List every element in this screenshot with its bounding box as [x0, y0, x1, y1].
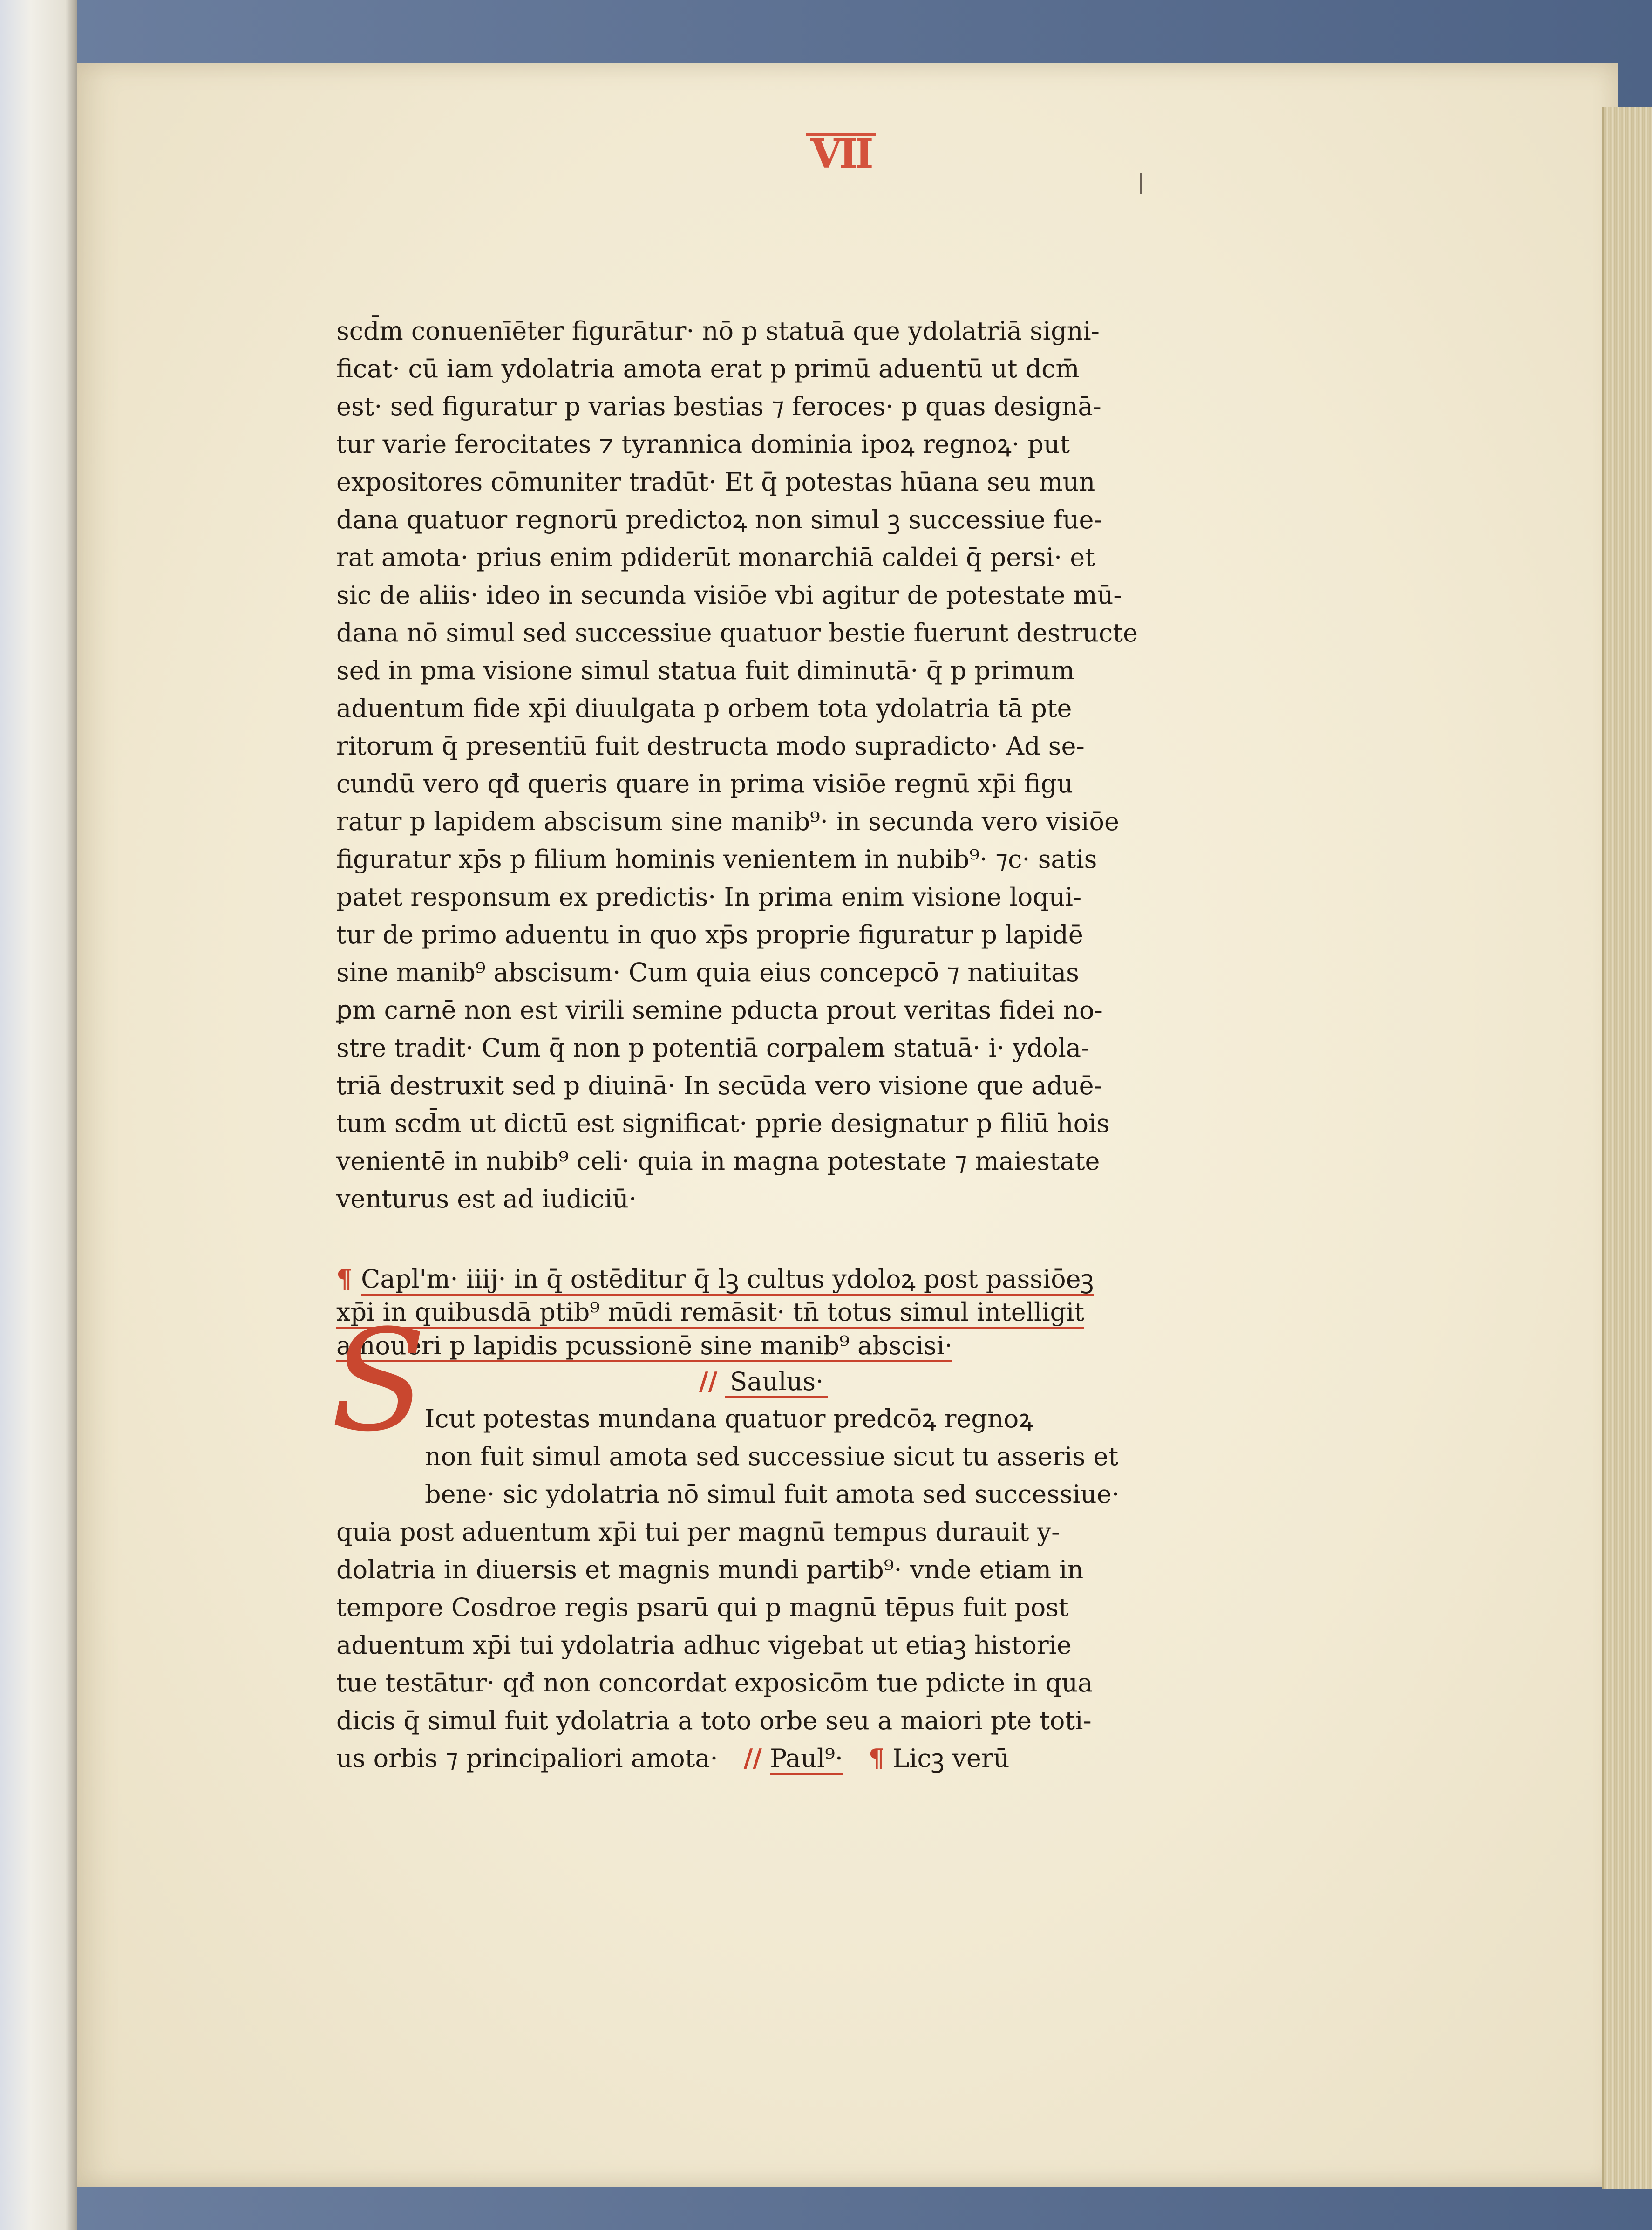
- chapter-line-text: amoueri p lapidis pcussionē sine manib⁹ abscisi·: [336, 1331, 952, 1362]
- text-line: non fuit simul amota sed successiue sicut tu asseris et: [425, 1442, 1119, 1471]
- text-line: ꝑm carnē non est virili semine pducta prout veritas fidei no-: [336, 996, 1103, 1025]
- text-line: aduentum fide xp̄i diuulgata p orbem tota ydolatria tā pte: [336, 694, 1072, 723]
- chapter-line: [336, 1296, 1191, 1329]
- page-stack-edge: [1602, 107, 1652, 2189]
- chapter-line: [336, 1329, 1191, 1363]
- closing-line: [336, 1739, 1191, 1777]
- text-line: Icut potestas mundana quatuor predcōꝝ regnoꝝ: [425, 1404, 1033, 1433]
- text-line: tue testātur· qđ non concordat exposicōm tue pdicte in qua: [336, 1668, 1093, 1698]
- dialogue-text: [336, 1400, 1191, 1739]
- text-line: quia post aduentum xp̄i tui per magnū tempus durauit y-: [336, 1517, 1060, 1547]
- chapter-line-text: Capl'm· iiij· in q̄ ostēditur q̄ lꝫ cultus ydoloꝝ post passiōeꝫ: [361, 1264, 1094, 1296]
- text-line: patet responsum ex predictis· In prima enim visione loqui-: [336, 882, 1082, 912]
- text-line: tur de primo aduentu in quo xp̄s proprie figuratur p lapidē: [336, 920, 1083, 949]
- text-line: ratur p lapidem abscisum sine manib⁹· in secunda vero visiōe: [336, 807, 1119, 836]
- text-line: us orbis ⁊ principaliori amota·: [336, 1744, 718, 1773]
- text-line: rat amota· prius enim pdiderūt monarchiā caldei q̄ persi· et: [336, 543, 1095, 572]
- text-line: cundū vero qđ queris quare in prima visiōe regnū xp̄i figu: [336, 769, 1074, 798]
- ink-mark: [1140, 173, 1142, 194]
- text-line: sine manib⁹ abscisum· Cum quia eius concepcō ⁊ natiuitas: [336, 958, 1079, 987]
- text-line: scd̄m conuenīēter figurātur· nō p statuā que ydolatriā signi-: [336, 316, 1100, 346]
- previous-page-edge: [0, 0, 77, 2230]
- paragraph-mark: //: [726, 1743, 762, 1773]
- final-speaker: Paul⁹·: [770, 1744, 843, 1775]
- text-line: tur varie ferocitates ⁊ tyrannica dominia ipoꝝ regnoꝝ· put: [336, 430, 1070, 459]
- text-line: figuratur xp̄s p filium hominis venientem in nubib⁹· ⁊c· satis: [336, 845, 1097, 874]
- text-line: tum scd̄m ut dictū est significat· pprie designatur p filiū hois: [336, 1109, 1110, 1138]
- text-block: [336, 312, 1191, 1777]
- text-line: dana quatuor regnorū predictoꝝ non simul ꝫ successiue fue-: [336, 505, 1102, 534]
- initial-letter: S: [331, 1300, 427, 1462]
- text-line: venientē in nubib⁹ celi· quia in magna potestate ⁊ maiestate: [336, 1146, 1100, 1176]
- paragraph-mark: ¶: [851, 1743, 885, 1773]
- text-line: aduentum xp̄i tui ydolatria adhuc vigebat ut etiaꝫ historie: [336, 1630, 1072, 1660]
- speaker-heading: [336, 1363, 1191, 1400]
- chapter-heading: [336, 1262, 1191, 1363]
- folio-number: VII: [806, 133, 876, 173]
- text-line: expositores cōmuniter tradūt· Et q̄ potestas hūana seu mun: [336, 467, 1095, 497]
- chapter-line-text: xp̄i in quibusdā ptib⁹ mūdi remāsit· tn̄ totus simul intelligit: [336, 1297, 1084, 1329]
- text-line: dana nō simul sed successiue quatuor bestie fuerunt destructe: [336, 618, 1138, 648]
- text-line: dicis q̄ simul fuit ydolatria a toto orbe seu a maiori pte toti-: [336, 1706, 1092, 1735]
- text-line: bene· sic ydolatria nō simul fuit amota sed successiue·: [425, 1480, 1120, 1509]
- paragraph-mark: //: [699, 1366, 718, 1396]
- text-line: triā destruxit sed p diuinā· In secūda vero visione que aduē-: [336, 1071, 1102, 1100]
- text-line: ficat· cū iam ydolatria amota erat p primū aduentū ut dcm̄: [336, 354, 1080, 383]
- speaker-name: Saulus·: [725, 1367, 828, 1398]
- text-line: sed in pma visione simul statua fuit diminutā· q̄ p primum: [336, 656, 1075, 685]
- text-line: venturus est ad iudiciū·: [336, 1184, 637, 1214]
- chapter-line: [336, 1262, 1191, 1296]
- text-line: tempore Cosdroe regis psarū qui p magnū tēpus fuit post: [336, 1593, 1069, 1622]
- text-line: dolatria in diuersis et magnis mundi partib⁹· vnde etiam in: [336, 1555, 1084, 1584]
- text-line: ritorum q̄ presentiū fuit destructa modo supradicto· Ad se-: [336, 731, 1085, 761]
- paragraph-mark: ¶: [336, 1264, 361, 1294]
- text-line: sic de aliis· ideo in secunda visiōe vbi agitur de potestate mū-: [336, 580, 1122, 610]
- body-text: [336, 312, 1191, 1218]
- text-line: est· sed figuratur p varias bestias ⁊ feroces· p quas designā-: [336, 392, 1101, 421]
- text-line: stre tradit· Cum q̄ non p potentiā corpalem statuā· i· ydola-: [336, 1033, 1090, 1063]
- final-words: Licꝫ verū: [892, 1744, 1010, 1773]
